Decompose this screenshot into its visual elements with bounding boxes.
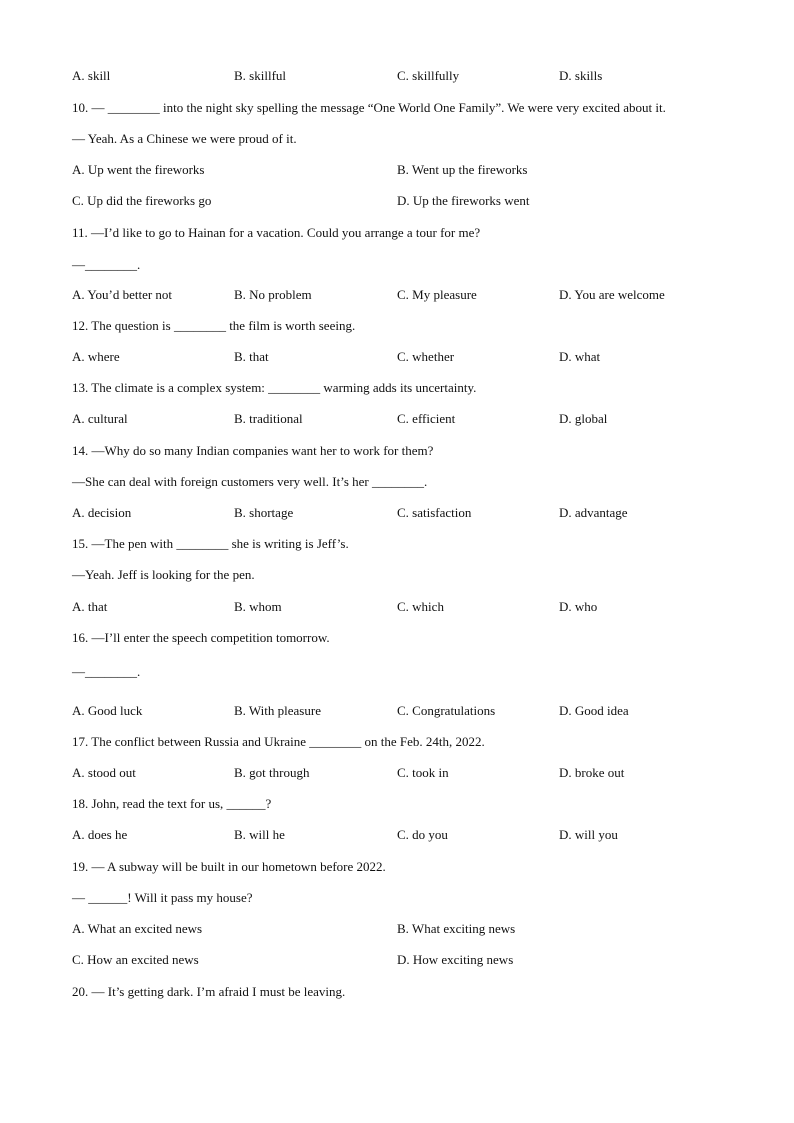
answer-option: B. No problem	[234, 287, 312, 302]
answer-option: A. What an excited news	[72, 921, 203, 936]
answer-option: D. Up the fireworks went	[397, 193, 530, 208]
answer-option: D. How exciting news	[397, 952, 514, 967]
answer-option: B. skillful	[234, 68, 287, 83]
answer-option: C. do you	[397, 827, 448, 842]
question-line: 15. —The pen with ________ she is writing is Jeff’s.	[72, 536, 349, 551]
answer-option: A. does he	[72, 827, 128, 842]
question-line: 13. The climate is a complex system: ________ warming adds its uncertainty.	[72, 380, 477, 395]
answer-option: B. What exciting news	[397, 921, 516, 936]
question-line: 12. The question is ________ the film is worth seeing.	[72, 318, 356, 333]
answer-option: D. advantage	[559, 505, 628, 520]
answer-option: A. that	[72, 599, 108, 614]
question-line: —Yeah. Jeff is looking for the pen.	[72, 567, 255, 582]
answer-option: B. shortage	[234, 505, 294, 520]
answer-option: B. whom	[234, 599, 282, 614]
answer-option: A. where	[72, 349, 120, 364]
answer-option: C. Congratulations	[397, 703, 496, 718]
answer-option: D. will you	[559, 827, 618, 842]
question-line: 16. —I’ll enter the speech competition tomorrow.	[72, 630, 330, 645]
answer-option: A. skill	[72, 68, 111, 83]
question-line: —________.	[72, 664, 141, 679]
answer-option: C. How an excited news	[72, 952, 199, 967]
question-line: 20. — It’s getting dark. I’m afraid I must be leaving.	[72, 984, 346, 999]
answer-option: A. decision	[72, 505, 132, 520]
question-line: 10. — ________ into the night sky spelling the message “One World One Family”. We were very excited about it.	[72, 100, 666, 115]
answer-option: D. You are welcome	[559, 287, 665, 302]
answer-option: B. Went up the fireworks	[397, 162, 528, 177]
answer-option: D. skills	[559, 68, 603, 83]
question-line: — Yeah. As a Chinese we were proud of it.	[72, 131, 297, 146]
answer-option: B. will he	[234, 827, 285, 842]
answer-option: D. what	[559, 349, 601, 364]
answer-option: B. With pleasure	[234, 703, 321, 718]
answer-option: B. that	[234, 349, 269, 364]
question-line: 19. — A subway will be built in our hometown before 2022.	[72, 859, 386, 874]
answer-option: A. Good luck	[72, 703, 143, 718]
answer-option: A. cultural	[72, 411, 128, 426]
answer-option: C. My pleasure	[397, 287, 477, 302]
answer-option: B. traditional	[234, 411, 303, 426]
answer-option: D. Good idea	[559, 703, 629, 718]
answer-option: A. Up went the fireworks	[72, 162, 205, 177]
question-line: — ______! Will it pass my house?	[72, 890, 253, 905]
answer-option: B. got through	[234, 765, 310, 780]
answer-option: C. took in	[397, 765, 449, 780]
answer-option: A. You’d better not	[72, 287, 173, 302]
answer-option: D. who	[559, 599, 598, 614]
question-line: 14. —Why do so many Indian companies want her to work for them?	[72, 443, 434, 458]
question-line: —________.	[72, 257, 141, 272]
question-line: 18. John, read the text for us, ______?	[72, 796, 272, 811]
question-line: 11. —I’d like to go to Hainan for a vacation. Could you arrange a tour for me?	[72, 225, 481, 240]
answer-option: D. broke out	[559, 765, 625, 780]
answer-option: D. global	[559, 411, 608, 426]
answer-option: C. efficient	[397, 411, 456, 426]
answer-option: C. skillfully	[397, 68, 460, 83]
question-line: 17. The conflict between Russia and Ukraine ________ on the Feb. 24th, 2022.	[72, 734, 485, 749]
answer-option: C. satisfaction	[397, 505, 472, 520]
answer-option: A. stood out	[72, 765, 136, 780]
answer-option: C. whether	[397, 349, 455, 364]
answer-option: C. Up did the fireworks go	[72, 193, 212, 208]
question-line: —She can deal with foreign customers very well. It’s her ________.	[72, 474, 428, 489]
answer-option: C. which	[397, 599, 444, 614]
